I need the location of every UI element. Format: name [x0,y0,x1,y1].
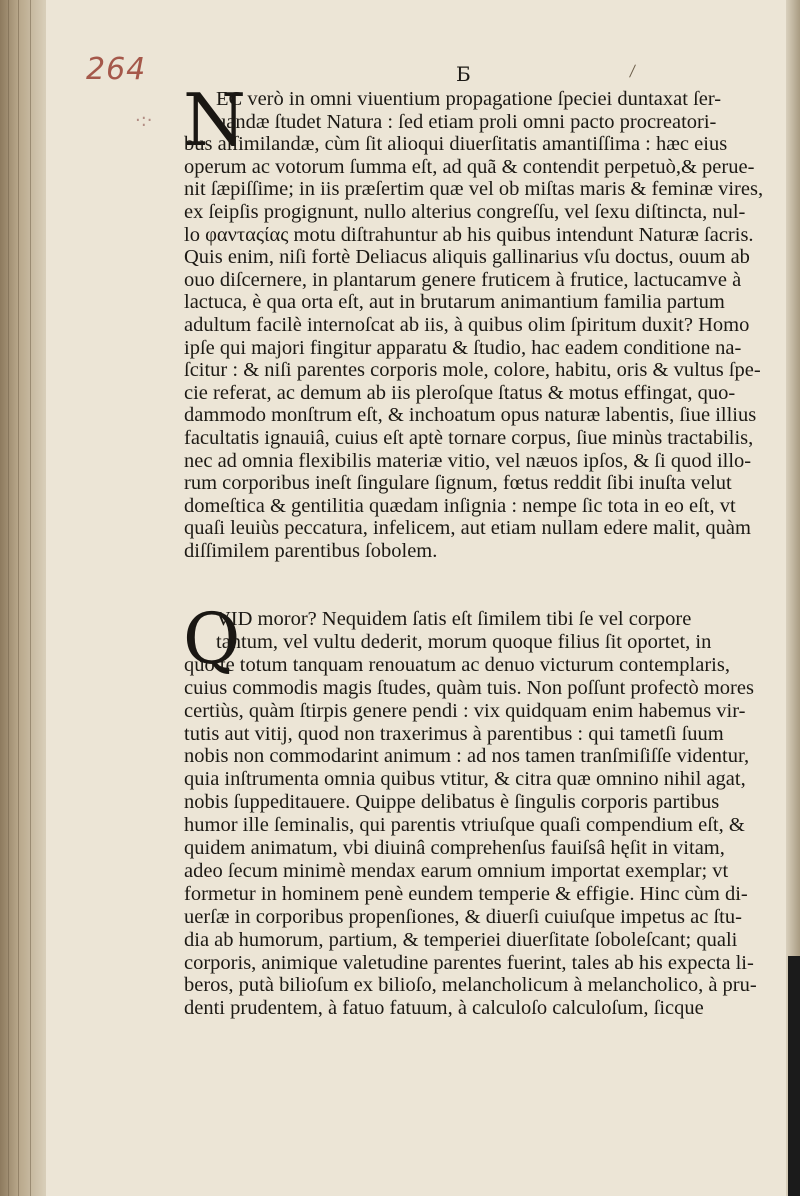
ink-tick [629,64,636,77]
text-line: ſcitur : & niſi parentes corporis mole, colore, habitu, oris & vultus ſpe- [184,359,761,382]
text-line: Quis enim, niſi fortè Deliacus aliquis gallinarius vſu doctus, ouum ab [184,246,750,269]
text-line: cie referat, ac demum ab iis pleroſque ſtatus & motus effingat, quo- [184,381,736,404]
text-line: rum corporibus ineſt ſingulare ſignum, fœtus reddit ſibi inuſta velut [184,472,732,495]
text-line: nobis non commodarint animum : ad nos tamen tranſmiſiſſe videntur, [184,745,750,768]
text-line: ex ſeipſis progignunt, nullo alterius congreſſu, vel ſexu diſtincta, nul- [184,201,746,223]
text-line: quia inſtrumenta omnia quibus vtitur, & citra quæ omnino nihil agat, [184,768,746,791]
text-line: humor ille ſeminalis, qui parentis vtriuſque quaſi compendium eſt, & [184,814,745,837]
text-line: corporis, animique valetudine parentes fuerint, tales ab his expecta li- [184,951,754,974]
text-line: EC verò in omni viuentium propagatione ſpeciei duntaxat ſer- [216,88,722,110]
signature-mark: Б [456,62,471,86]
text-line: tantum, vel vultu dederit, morum quoque filius ſit oportet, in [216,630,712,653]
text-line: dia ab humorum, partium, & temperiei diuerſitate ſoboleſcant; quali [184,928,738,951]
text-line: uerſæ in corporibus propenſiones, & diuerſi cuiuſque impetus ac ſtu- [184,905,742,928]
text-line: adeo ſecum minimè mendax earum omnium importat exemplar; vt [184,859,729,882]
drop-cap-n: N [183,78,246,162]
text-line: beros, putà bilioſum ex bilioſo, melancholicum à melancholico, à pru- [184,974,757,997]
text-line: nit ſæpiſſime; in iis præſertim quæ vel ob miſtas maris & feminæ vires, [184,178,764,201]
drop-cap-q: Q [183,598,241,680]
text-line: certiùs, quàm ſtirpis genere pendi : vix quidquam enim habemus vir- [184,699,746,722]
text-line: quo te totum tanquam renouatum ac denuo victurum contemplaris, [184,653,730,676]
text-line: quaſi leuiùs peccatura, infelicem, aut etiam nullam edere malit, quàm [184,517,751,540]
margin-ink-mark: ·:· [135,110,153,131]
page-number: 264 [86,52,147,87]
binding-gutter [0,0,46,1196]
text-line: domeſtica & gentilitia quædam inſignia : nempe ſic tota in eo eſt, vt [184,494,736,517]
text-line: ipſe qui majori fingitur apparatu & ſtudio, hac eadem conditione na- [184,336,742,359]
text-line: operum ac votorum ſumma eſt, ad quã & contendit perpetuò,& perue- [184,155,755,178]
text-line: lactuca, è qua orta eſt, aut in brutarum animantium familia partum [184,291,725,314]
text-line: lo φανταςίας motu diſtrahuntur ab his quibus intendunt Naturæ ſacris. [184,223,754,246]
text-line: nec ad omnia flexibilis materiæ vitio, vel næuos ipſos, & ſi quod illo- [184,449,752,472]
text-line: dammodo monſtrum eſt, & inchoatum opus naturæ labentis, ſiue illius [184,404,757,427]
text-line: nobis ſuppeditauere. Quippe delibatus è ſingulis corporis partibus [184,791,720,814]
text-line: formetur in hominem penè eundem temperie & effigie. Hinc cùm di- [184,882,748,905]
text-line: quidem animatum, vbi diuinâ comprehenſus fauiſsâ hęſit in vitam, [184,837,725,859]
text-line: ouo diſcernere, in plantarum genere fruticem à frutice, lactucamve à [184,268,742,291]
text-line: facultatis ignauiâ, cuius eſt aptè tornare corpus, ſiue minùs tractabilis, [184,427,754,449]
text-line: denti prudentem, à fatuo fatuum, à calculoſo calculoſum, ſicque [184,997,704,1020]
text-line: tutis aut vitij, quod non traxerimus à parentibus : qui tametſi ſuum [184,722,724,745]
background-strip [788,956,800,1196]
text-line: cuius commodis magis ſtudes, quàm tuis. Non poſſunt profectò mores [184,676,754,699]
text-line: diſſimilem parentibus ſobolem. [184,540,438,562]
text-line: adultum facilè internoſcat ab iis, à quibus olim ſpiritum duxit? Homo [184,314,750,336]
text-line: bus aſſimilandæ, cùm ſit alioqui diuerſitatis amantiſſima : hæc eius [184,133,728,156]
text-line: uandæ ſtudet Natura : ſed etiam proli omni pacto procreatori- [216,110,717,133]
text-line: VID moror? Nequidem ſatis eſt ſimilem tibi ſe vel corpore [216,608,692,630]
